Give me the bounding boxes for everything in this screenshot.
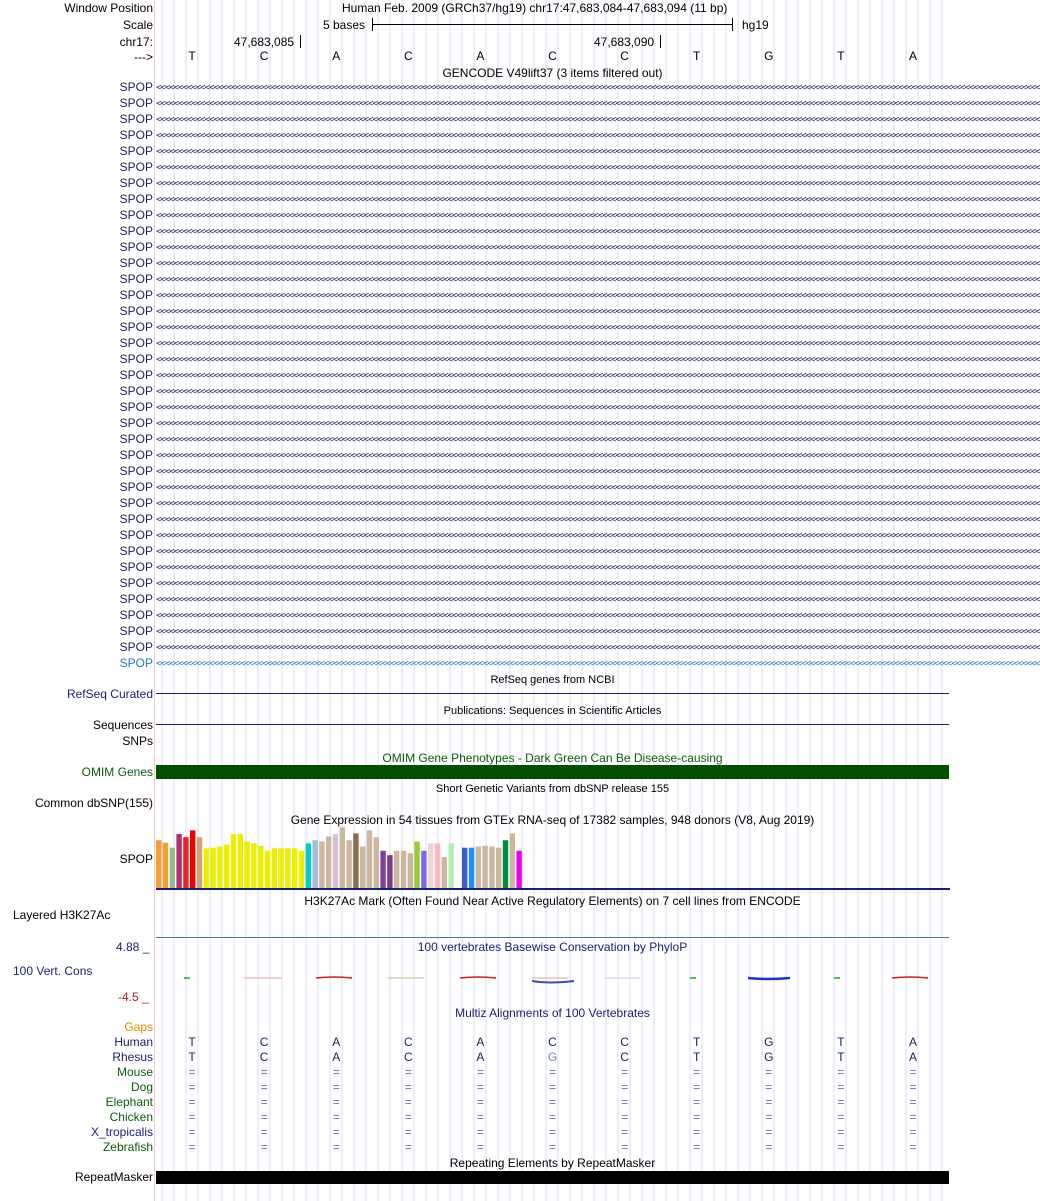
- multiz-base: =: [765, 1125, 773, 1139]
- multiz-base: =: [260, 1110, 268, 1124]
- gtex-tissue-bar[interactable]: [258, 846, 263, 888]
- gencode-transcript-label[interactable]: SPOP: [119, 160, 153, 174]
- multiz-base: =: [837, 1140, 845, 1154]
- ruler-base: C: [259, 49, 269, 63]
- gtex-tissue-bar[interactable]: [455, 851, 460, 888]
- gtex-tissue-bar[interactable]: [482, 846, 487, 888]
- multiz-base: =: [260, 1140, 268, 1154]
- conservation-track-label[interactable]: 100 Vert. Cons: [13, 964, 93, 978]
- repeatmasker-bar[interactable]: [156, 1171, 949, 1184]
- multiz-base: =: [837, 1110, 845, 1124]
- gtex-tissue-bar[interactable]: [421, 851, 426, 888]
- ruler-base: T: [693, 49, 701, 63]
- gencode-transcript-label[interactable]: SPOP: [119, 304, 153, 318]
- gencode-transcript-line[interactable]: <<<<<<<<<<<<<<<<<<<<<<<<<<<<<<<<<<<<<<<<<<<<<<<<<<<<<<<<<<<<<<<<<<<<<<<<<<<<<<<<<<<<<<<<<<<<<<<<<<<<<<<<<<<<<<<<<<<<<<<<<<<<<<<<<<<<<<<<<<<<<<<<<<<<<<<<<<<<<<<<<<<<<<<<<<<<<<<<<<<<<<<<<<<<<<<<<<<<<<<<: [156, 355, 1040, 365]
- gencode-transcript-label[interactable]: SPOP: [119, 528, 153, 542]
- assembly-label: hg19: [742, 18, 769, 32]
- gencode-transcript-label[interactable]: SPOP: [119, 640, 153, 654]
- gtex-bar-chart[interactable]: [154, 826, 950, 892]
- gtex-track-label[interactable]: SPOP: [119, 852, 153, 866]
- multiz-base: =: [548, 1125, 556, 1139]
- gencode-transcript-line[interactable]: <<<<<<<<<<<<<<<<<<<<<<<<<<<<<<<<<<<<<<<<<<<<<<<<<<<<<<<<<<<<<<<<<<<<<<<<<<<<<<<<<<<<<<<<<<<<<<<<<<<<<<<<<<<<<<<<<<<<<<<<<<<<<<<<<<<<<<<<<<<<<<<<<<<<<<<<<<<<<<<<<<<<<<<<<<<<<<<<<<<<<<<<<<<<<<<<<<<<<<<<: [156, 179, 1040, 189]
- h3k27ac-track-title[interactable]: H3K27Ac Mark (Often Found Near Active Regulatory Elements) on 7 cell lines from ENCODE: [304, 894, 801, 908]
- multiz-base: =: [332, 1140, 340, 1154]
- gencode-transcript-line[interactable]: <<<<<<<<<<<<<<<<<<<<<<<<<<<<<<<<<<<<<<<<<<<<<<<<<<<<<<<<<<<<<<<<<<<<<<<<<<<<<<<<<<<<<<<<<<<<<<<<<<<<<<<<<<<<<<<<<<<<<<<<<<<<<<<<<<<<<<<<<<<<<<<<<<<<<<<<<<<<<<<<<<<<<<<<<<<<<<<<<<<<<<<<<<<<<<<<<<<<<<<<: [156, 227, 1040, 237]
- multiz-base: T: [693, 1035, 701, 1049]
- omim-gene-bar[interactable]: [156, 765, 949, 779]
- multiz-base: C: [259, 1035, 269, 1049]
- multiz-base: =: [837, 1065, 845, 1079]
- multiz-base: =: [909, 1140, 917, 1154]
- multiz-base: =: [404, 1080, 412, 1094]
- gencode-transcript-line[interactable]: <<<<<<<<<<<<<<<<<<<<<<<<<<<<<<<<<<<<<<<<<<<<<<<<<<<<<<<<<<<<<<<<<<<<<<<<<<<<<<<<<<<<<<<<<<<<<<<<<<<<<<<<<<<<<<<<<<<<<<<<<<<<<<<<<<<<<<<<<<<<<<<<<<<<<<<<<<<<<<<<<<<<<<<<<<<<<<<<<<<<<<<<<<<<<<<<<<<<<<<<: [156, 163, 1040, 173]
- multiz-base: =: [693, 1110, 701, 1124]
- gencode-transcript-line[interactable]: <<<<<<<<<<<<<<<<<<<<<<<<<<<<<<<<<<<<<<<<<<<<<<<<<<<<<<<<<<<<<<<<<<<<<<<<<<<<<<<<<<<<<<<<<<<<<<<<<<<<<<<<<<<<<<<<<<<<<<<<<<<<<<<<<<<<<<<<<<<<<<<<<<<<<<<<<<<<<<<<<<<<<<<<<<<<<<<<<<<<<<<<<<<<<<<<<<<<<<<<: [156, 515, 1040, 525]
- gencode-transcript-line[interactable]: <<<<<<<<<<<<<<<<<<<<<<<<<<<<<<<<<<<<<<<<<<<<<<<<<<<<<<<<<<<<<<<<<<<<<<<<<<<<<<<<<<<<<<<<<<<<<<<<<<<<<<<<<<<<<<<<<<<<<<<<<<<<<<<<<<<<<<<<<<<<<<<<<<<<<<<<<<<<<<<<<<<<<<<<<<<<<<<<<<<<<<<<<<<<<<<<<<<<<<<<: [156, 419, 1040, 429]
- gencode-transcript-line[interactable]: <<<<<<<<<<<<<<<<<<<<<<<<<<<<<<<<<<<<<<<<<<<<<<<<<<<<<<<<<<<<<<<<<<<<<<<<<<<<<<<<<<<<<<<<<<<<<<<<<<<<<<<<<<<<<<<<<<<<<<<<<<<<<<<<<<<<<<<<<<<<<<<<<<<<<<<<<<<<<<<<<<<<<<<<<<<<<<<<<<<<<<<<<<<<<<<<<<<<<<<<: [156, 595, 1040, 605]
- gencode-transcript-label[interactable]: SPOP: [119, 208, 153, 222]
- multiz-base: =: [548, 1065, 556, 1079]
- multiz-base: =: [188, 1110, 196, 1124]
- gencode-transcript-label[interactable]: SPOP: [119, 256, 153, 270]
- omim-track-label[interactable]: OMIM Genes: [81, 765, 153, 779]
- multiz-base: A: [332, 1035, 341, 1049]
- gtex-tissue-bar[interactable]: [333, 834, 338, 888]
- gencode-transcript-label[interactable]: SPOP: [119, 512, 153, 526]
- gencode-transcript-line[interactable]: <<<<<<<<<<<<<<<<<<<<<<<<<<<<<<<<<<<<<<<<<<<<<<<<<<<<<<<<<<<<<<<<<<<<<<<<<<<<<<<<<<<<<<<<<<<<<<<<<<<<<<<<<<<<<<<<<<<<<<<<<<<<<<<<<<<<<<<<<<<<<<<<<<<<<<<<<<<<<<<<<<<<<<<<<<<<<<<<<<<<<<<<<<<<<<<<<<<<<<<<: [156, 195, 1040, 205]
- multiz-base: =: [837, 1125, 845, 1139]
- scale-value: 5 bases: [323, 18, 366, 32]
- multiz-base: =: [476, 1095, 484, 1109]
- multiz-track-title[interactable]: Multiz Alignments of 100 Vertebrates: [455, 1006, 650, 1020]
- gtex-tissue-bar[interactable]: [156, 840, 161, 888]
- gtex-tissue-bar[interactable]: [414, 842, 419, 889]
- gencode-track-title[interactable]: GENCODE V49lift37 (3 items filtered out): [442, 66, 663, 80]
- gencode-transcript-line[interactable]: <<<<<<<<<<<<<<<<<<<<<<<<<<<<<<<<<<<<<<<<<<<<<<<<<<<<<<<<<<<<<<<<<<<<<<<<<<<<<<<<<<<<<<<<<<<<<<<<<<<<<<<<<<<<<<<<<<<<<<<<<<<<<<<<<<<<<<<<<<<<<<<<<<<<<<<<<<<<<<<<<<<<<<<<<<<<<<<<<<<<<<<<<<<<<<<<<<<<<<<<: [156, 275, 1040, 285]
- multiz-base: =: [693, 1125, 701, 1139]
- multiz-base: =: [693, 1095, 701, 1109]
- multiz-base: =: [621, 1140, 629, 1154]
- multiz-base: G: [764, 1035, 774, 1049]
- multiz-base: =: [548, 1110, 556, 1124]
- gencode-transcript-label[interactable]: SPOP: [119, 288, 153, 302]
- gtex-tissue-bar[interactable]: [387, 855, 392, 888]
- scale-label: Scale: [122, 18, 153, 32]
- multiz-base: =: [332, 1065, 340, 1079]
- gtex-tissue-bar[interactable]: [428, 843, 433, 888]
- ruler-base: T: [837, 49, 845, 63]
- gencode-transcript-label[interactable]: SPOP: [119, 192, 153, 206]
- gtex-tissue-bar[interactable]: [251, 843, 256, 888]
- multiz-base: C: [620, 1035, 629, 1049]
- multiz-base: T: [188, 1035, 196, 1049]
- multiz-base: T: [693, 1050, 701, 1064]
- ruler-base: A: [476, 49, 485, 63]
- multiz-base: T: [837, 1035, 845, 1049]
- multiz-base: =: [621, 1125, 629, 1139]
- ruler-base: C: [403, 49, 413, 63]
- gtex-tissue-bar[interactable]: [190, 830, 195, 888]
- multiz-base: =: [476, 1080, 484, 1094]
- position-label-1: 47,683,085: [234, 35, 295, 49]
- gencode-transcript-line[interactable]: <<<<<<<<<<<<<<<<<<<<<<<<<<<<<<<<<<<<<<<<<<<<<<<<<<<<<<<<<<<<<<<<<<<<<<<<<<<<<<<<<<<<<<<<<<<<<<<<<<<<<<<<<<<<<<<<<<<<<<<<<<<<<<<<<<<<<<<<<<<<<<<<<<<<<<<<<<<<<<<<<<<<<<<<<<<<<<<<<<<<<<<<<<<<<<<<<<<<<<<<: [156, 563, 1040, 573]
- gencode-transcript-line[interactable]: <<<<<<<<<<<<<<<<<<<<<<<<<<<<<<<<<<<<<<<<<<<<<<<<<<<<<<<<<<<<<<<<<<<<<<<<<<<<<<<<<<<<<<<<<<<<<<<<<<<<<<<<<<<<<<<<<<<<<<<<<<<<<<<<<<<<<<<<<<<<<<<<<<<<<<<<<<<<<<<<<<<<<<<<<<<<<<<<<<<<<<<<<<<<<<<<<<<<<<<<: [156, 291, 1040, 301]
- gtex-tissue-bar[interactable]: [353, 833, 358, 888]
- multiz-base: =: [188, 1065, 196, 1079]
- gencode-transcript-label[interactable]: SPOP: [119, 656, 153, 670]
- multiz-base: =: [188, 1140, 196, 1154]
- multiz-base: =: [837, 1095, 845, 1109]
- multiz-base: =: [909, 1110, 917, 1124]
- gtex-tissue-bar[interactable]: [326, 837, 331, 888]
- multiz-base: G: [764, 1050, 774, 1064]
- multiz-species-label[interactable]: X_tropicalis: [90, 1125, 153, 1139]
- multiz-base: =: [260, 1125, 268, 1139]
- multiz-base: =: [332, 1110, 340, 1124]
- gtex-tissue-bar[interactable]: [163, 843, 168, 888]
- multiz-base: =: [909, 1080, 917, 1094]
- multiz-base: A: [476, 1050, 485, 1064]
- multiz-base: =: [476, 1140, 484, 1154]
- gencode-transcript-label[interactable]: SPOP: [119, 416, 153, 430]
- multiz-base: =: [693, 1080, 701, 1094]
- position-label-2: 47,683,090: [594, 35, 655, 49]
- scale-bar-left-tick: [372, 18, 373, 31]
- gencode-transcript-label[interactable]: SPOP: [119, 480, 153, 494]
- multiz-base: =: [332, 1125, 340, 1139]
- multiz-base: =: [404, 1065, 412, 1079]
- multiz-base: =: [332, 1095, 340, 1109]
- gtex-tissue-bar[interactable]: [394, 851, 399, 888]
- gtex-tissue-bar[interactable]: [448, 843, 453, 888]
- dbsnp-track-label[interactable]: Common dbSNP(155): [34, 796, 153, 810]
- gtex-tissue-bar[interactable]: [278, 848, 283, 888]
- multiz-base: =: [765, 1140, 773, 1154]
- gencode-transcript-label[interactable]: SPOP: [119, 592, 153, 606]
- gtex-tissue-bar[interactable]: [306, 843, 311, 888]
- gtex-tissue-bar[interactable]: [292, 848, 297, 888]
- gtex-tissue-bar[interactable]: [238, 834, 243, 888]
- h3k27ac-track-label[interactable]: Layered H3K27Ac: [13, 908, 111, 922]
- h3k27ac-baseline: [156, 937, 949, 938]
- multiz-base: =: [476, 1125, 484, 1139]
- ruler-base: A: [332, 49, 341, 63]
- gtex-tissue-bar[interactable]: [183, 837, 188, 888]
- gtex-tissue-bar[interactable]: [285, 848, 290, 888]
- multiz-base: =: [260, 1065, 268, 1079]
- gencode-transcript-line[interactable]: <<<<<<<<<<<<<<<<<<<<<<<<<<<<<<<<<<<<<<<<<<<<<<<<<<<<<<<<<<<<<<<<<<<<<<<<<<<<<<<<<<<<<<<<<<<<<<<<<<<<<<<<<<<<<<<<<<<<<<<<<<<<<<<<<<<<<<<<<<<<<<<<<<<<<<<<<<<<<<<<<<<<<<<<<<<<<<<<<<<<<<<<<<<<<<<<<<<<<<<<: [156, 531, 1040, 541]
- multiz-base: =: [909, 1095, 917, 1109]
- multiz-base: =: [693, 1140, 701, 1154]
- gencode-transcript-label[interactable]: SPOP: [119, 464, 153, 478]
- gtex-tissue-bar[interactable]: [231, 834, 236, 888]
- gencode-transcript-line[interactable]: <<<<<<<<<<<<<<<<<<<<<<<<<<<<<<<<<<<<<<<<<<<<<<<<<<<<<<<<<<<<<<<<<<<<<<<<<<<<<<<<<<<<<<<<<<<<<<<<<<<<<<<<<<<<<<<<<<<<<<<<<<<<<<<<<<<<<<<<<<<<<<<<<<<<<<<<<<<<<<<<<<<<<<<<<<<<<<<<<<<<<<<<<<<<<<<<<<<<<<<<: [156, 259, 1040, 269]
- multiz-base: =: [548, 1080, 556, 1094]
- ruler-base: T: [188, 49, 196, 63]
- gencode-transcript-line[interactable]: <<<<<<<<<<<<<<<<<<<<<<<<<<<<<<<<<<<<<<<<<<<<<<<<<<<<<<<<<<<<<<<<<<<<<<<<<<<<<<<<<<<<<<<<<<<<<<<<<<<<<<<<<<<<<<<<<<<<<<<<<<<<<<<<<<<<<<<<<<<<<<<<<<<<<<<<<<<<<<<<<<<<<<<<<<<<<<<<<<<<<<<<<<<<<<<<<<<<<<<<: [156, 483, 1040, 493]
- multiz-base: =: [548, 1095, 556, 1109]
- publications-line[interactable]: [156, 724, 949, 725]
- multiz-base: C: [259, 1050, 269, 1064]
- multiz-base: =: [476, 1065, 484, 1079]
- ruler-base: A: [908, 49, 917, 63]
- gencode-transcript-line[interactable]: <<<<<<<<<<<<<<<<<<<<<<<<<<<<<<<<<<<<<<<<<<<<<<<<<<<<<<<<<<<<<<<<<<<<<<<<<<<<<<<<<<<<<<<<<<<<<<<<<<<<<<<<<<<<<<<<<<<<<<<<<<<<<<<<<<<<<<<<<<<<<<<<<<<<<<<<<<<<<<<<<<<<<<<<<<<<<<<<<<<<<<<<<<<<<<<<<<<<<<<<: [156, 243, 1040, 253]
- gencode-transcript-label[interactable]: SPOP: [119, 112, 153, 126]
- gtex-track-title[interactable]: Gene Expression in 54 tissues from GTEx RNA-seq of 17382 samples, 948 donors (V8, Aug 2019): [290, 813, 815, 827]
- ruler-base: G: [764, 49, 774, 63]
- multiz-base: =: [332, 1080, 340, 1094]
- gencode-transcript-label[interactable]: SPOP: [119, 128, 153, 142]
- multiz-base: A: [332, 1050, 341, 1064]
- gtex-tissue-bar[interactable]: [380, 851, 385, 888]
- multiz-gaps-label: Gaps: [124, 1020, 153, 1034]
- gencode-transcript-label[interactable]: SPOP: [119, 624, 153, 638]
- multiz-base: C: [620, 1050, 629, 1064]
- multiz-base: =: [404, 1125, 412, 1139]
- gtex-tissue-bar[interactable]: [312, 840, 317, 888]
- multiz-base: =: [909, 1125, 917, 1139]
- gtex-tissue-bar[interactable]: [224, 845, 229, 888]
- multiz-base: A: [908, 1035, 917, 1049]
- gencode-transcript-line[interactable]: <<<<<<<<<<<<<<<<<<<<<<<<<<<<<<<<<<<<<<<<<<<<<<<<<<<<<<<<<<<<<<<<<<<<<<<<<<<<<<<<<<<<<<<<<<<<<<<<<<<<<<<<<<<<<<<<<<<<<<<<<<<<<<<<<<<<<<<<<<<<<<<<<<<<<<<<<<<<<<<<<<<<<<<<<<<<<<<<<<<<<<<<<<<<<<<<<<<<<<<<: [156, 499, 1040, 509]
- gtex-tissue-bar[interactable]: [272, 848, 277, 888]
- multiz-base: =: [621, 1080, 629, 1094]
- multiz-base: =: [476, 1110, 484, 1124]
- gencode-transcript-line[interactable]: <<<<<<<<<<<<<<<<<<<<<<<<<<<<<<<<<<<<<<<<<<<<<<<<<<<<<<<<<<<<<<<<<<<<<<<<<<<<<<<<<<<<<<<<<<<<<<<<<<<<<<<<<<<<<<<<<<<<<<<<<<<<<<<<<<<<<<<<<<<<<<<<<<<<<<<<<<<<<<<<<<<<<<<<<<<<<<<<<<<<<<<<<<<<<<<<<<<<<<<<: [156, 403, 1040, 413]
- refseq-track-title[interactable]: RefSeq genes from NCBI: [490, 674, 615, 686]
- gencode-transcript-line[interactable]: <<<<<<<<<<<<<<<<<<<<<<<<<<<<<<<<<<<<<<<<<<<<<<<<<<<<<<<<<<<<<<<<<<<<<<<<<<<<<<<<<<<<<<<<<<<<<<<<<<<<<<<<<<<<<<<<<<<<<<<<<<<<<<<<<<<<<<<<<<<<<<<<<<<<<<<<<<<<<<<<<<<<<<<<<<<<<<<<<<<<<<<<<<<<<<<<<<<<<<<<: [156, 627, 1040, 637]
- snps-label: SNPs: [122, 734, 153, 748]
- gtex-tissue-bar[interactable]: [197, 837, 202, 888]
- gtex-tissue-bar[interactable]: [374, 837, 379, 888]
- gencode-transcript-label[interactable]: SPOP: [119, 576, 153, 590]
- multiz-species-label[interactable]: Mouse: [116, 1065, 153, 1079]
- gencode-transcript-line[interactable]: <<<<<<<<<<<<<<<<<<<<<<<<<<<<<<<<<<<<<<<<<<<<<<<<<<<<<<<<<<<<<<<<<<<<<<<<<<<<<<<<<<<<<<<<<<<<<<<<<<<<<<<<<<<<<<<<<<<<<<<<<<<<<<<<<<<<<<<<<<<<<<<<<<<<<<<<<<<<<<<<<<<<<<<<<<<<<<<<<<<<<<<<<<<<<<<<<<<<<<<<: [156, 371, 1040, 381]
- multiz-base: =: [909, 1065, 917, 1079]
- gtex-tissue-bar[interactable]: [462, 848, 467, 888]
- gtex-tissue-bar[interactable]: [346, 840, 351, 888]
- gencode-transcript-line[interactable]: <<<<<<<<<<<<<<<<<<<<<<<<<<<<<<<<<<<<<<<<<<<<<<<<<<<<<<<<<<<<<<<<<<<<<<<<<<<<<<<<<<<<<<<<<<<<<<<<<<<<<<<<<<<<<<<<<<<<<<<<<<<<<<<<<<<<<<<<<<<<<<<<<<<<<<<<<<<<<<<<<<<<<<<<<<<<<<<<<<<<<<<<<<<<<<<<<<<<<<<<: [156, 659, 1040, 669]
- multiz-species-label[interactable]: Chicken: [109, 1110, 153, 1124]
- gencode-transcript-label[interactable]: SPOP: [119, 352, 153, 366]
- gtex-tissue-bar[interactable]: [170, 848, 175, 888]
- gtex-tissue-bar[interactable]: [265, 851, 270, 888]
- gencode-transcript-line[interactable]: <<<<<<<<<<<<<<<<<<<<<<<<<<<<<<<<<<<<<<<<<<<<<<<<<<<<<<<<<<<<<<<<<<<<<<<<<<<<<<<<<<<<<<<<<<<<<<<<<<<<<<<<<<<<<<<<<<<<<<<<<<<<<<<<<<<<<<<<<<<<<<<<<<<<<<<<<<<<<<<<<<<<<<<<<<<<<<<<<<<<<<<<<<<<<<<<<<<<<<<<: [156, 467, 1040, 477]
- multiz-base: =: [621, 1110, 629, 1124]
- gtex-tissue-bar[interactable]: [476, 846, 481, 888]
- gencode-transcript-line[interactable]: <<<<<<<<<<<<<<<<<<<<<<<<<<<<<<<<<<<<<<<<<<<<<<<<<<<<<<<<<<<<<<<<<<<<<<<<<<<<<<<<<<<<<<<<<<<<<<<<<<<<<<<<<<<<<<<<<<<<<<<<<<<<<<<<<<<<<<<<<<<<<<<<<<<<<<<<<<<<<<<<<<<<<<<<<<<<<<<<<<<<<<<<<<<<<<<<<<<<<<<<: [156, 451, 1040, 461]
- multiz-species-label[interactable]: Dog: [130, 1080, 153, 1094]
- gencode-transcript-line[interactable]: <<<<<<<<<<<<<<<<<<<<<<<<<<<<<<<<<<<<<<<<<<<<<<<<<<<<<<<<<<<<<<<<<<<<<<<<<<<<<<<<<<<<<<<<<<<<<<<<<<<<<<<<<<<<<<<<<<<<<<<<<<<<<<<<<<<<<<<<<<<<<<<<<<<<<<<<<<<<<<<<<<<<<<<<<<<<<<<<<<<<<<<<<<<<<<<<<<<<<<<<: [156, 611, 1040, 621]
- gencode-transcript-line[interactable]: <<<<<<<<<<<<<<<<<<<<<<<<<<<<<<<<<<<<<<<<<<<<<<<<<<<<<<<<<<<<<<<<<<<<<<<<<<<<<<<<<<<<<<<<<<<<<<<<<<<<<<<<<<<<<<<<<<<<<<<<<<<<<<<<<<<<<<<<<<<<<<<<<<<<<<<<<<<<<<<<<<<<<<<<<<<<<<<<<<<<<<<<<<<<<<<<<<<<<<<<: [156, 323, 1040, 333]
- omim-track-title[interactable]: OMIM Gene Phenotypes - Dark Green Can Be Disease-causing: [382, 751, 723, 765]
- publications-track-label[interactable]: Sequences: [92, 718, 153, 732]
- gencode-transcript-line[interactable]: <<<<<<<<<<<<<<<<<<<<<<<<<<<<<<<<<<<<<<<<<<<<<<<<<<<<<<<<<<<<<<<<<<<<<<<<<<<<<<<<<<<<<<<<<<<<<<<<<<<<<<<<<<<<<<<<<<<<<<<<<<<<<<<<<<<<<<<<<<<<<<<<<<<<<<<<<<<<<<<<<<<<<<<<<<<<<<<<<<<<<<<<<<<<<<<<<<<<<<<<: [156, 387, 1040, 397]
- multiz-base: C: [548, 1035, 557, 1049]
- multiz-base: A: [476, 1035, 485, 1049]
- multiz-base: T: [188, 1050, 196, 1064]
- conservation-min-label: -4.5 _: [118, 990, 149, 1004]
- gencode-transcript-label[interactable]: SPOP: [119, 368, 153, 382]
- label-separator: [154, 0, 155, 1201]
- gencode-transcript-line[interactable]: <<<<<<<<<<<<<<<<<<<<<<<<<<<<<<<<<<<<<<<<<<<<<<<<<<<<<<<<<<<<<<<<<<<<<<<<<<<<<<<<<<<<<<<<<<<<<<<<<<<<<<<<<<<<<<<<<<<<<<<<<<<<<<<<<<<<<<<<<<<<<<<<<<<<<<<<<<<<<<<<<<<<<<<<<<<<<<<<<<<<<<<<<<<<<<<<<<<<<<<<: [156, 211, 1040, 221]
- window-position-label: Window Position: [64, 1, 153, 15]
- gtex-tissue-bar[interactable]: [210, 848, 215, 888]
- multiz-base: C: [403, 1050, 413, 1064]
- gencode-transcript-label[interactable]: SPOP: [119, 448, 153, 462]
- conservation-plot[interactable]: [154, 968, 950, 988]
- gencode-transcript-label[interactable]: SPOP: [119, 320, 153, 334]
- gtex-tissue-bar[interactable]: [442, 857, 447, 888]
- gtex-tissue-bar[interactable]: [516, 851, 521, 888]
- gencode-transcript-label[interactable]: SPOP: [119, 80, 153, 94]
- gtex-tissue-bar[interactable]: [496, 848, 501, 888]
- multiz-base: =: [188, 1080, 196, 1094]
- gencode-transcript-label[interactable]: SPOP: [119, 560, 153, 574]
- chrom-label: chr17:: [119, 35, 153, 49]
- multiz-base: =: [188, 1125, 196, 1139]
- scale-bar: [372, 24, 733, 25]
- dbsnp-track-title[interactable]: Short Genetic Variants from dbSNP release 155: [435, 783, 670, 795]
- position-tick-1: [300, 35, 301, 48]
- multiz-base: =: [188, 1095, 196, 1109]
- multiz-base: =: [404, 1110, 412, 1124]
- gtex-tissue-bar[interactable]: [299, 851, 304, 888]
- gencode-transcript-label[interactable]: SPOP: [119, 96, 153, 110]
- refseq-track-label[interactable]: RefSeq Curated: [66, 687, 153, 701]
- gencode-transcript-line[interactable]: <<<<<<<<<<<<<<<<<<<<<<<<<<<<<<<<<<<<<<<<<<<<<<<<<<<<<<<<<<<<<<<<<<<<<<<<<<<<<<<<<<<<<<<<<<<<<<<<<<<<<<<<<<<<<<<<<<<<<<<<<<<<<<<<<<<<<<<<<<<<<<<<<<<<<<<<<<<<<<<<<<<<<<<<<<<<<<<<<<<<<<<<<<<<<<<<<<<<<<<<: [156, 435, 1040, 445]
- multiz-base: =: [765, 1095, 773, 1109]
- gencode-transcript-label[interactable]: SPOP: [119, 240, 153, 254]
- gencode-transcript-line[interactable]: <<<<<<<<<<<<<<<<<<<<<<<<<<<<<<<<<<<<<<<<<<<<<<<<<<<<<<<<<<<<<<<<<<<<<<<<<<<<<<<<<<<<<<<<<<<<<<<<<<<<<<<<<<<<<<<<<<<<<<<<<<<<<<<<<<<<<<<<<<<<<<<<<<<<<<<<<<<<<<<<<<<<<<<<<<<<<<<<<<<<<<<<<<<<<<<<<<<<<<<<: [156, 83, 1040, 93]
- multiz-species-label[interactable]: Rhesus: [112, 1050, 153, 1064]
- multiz-base: =: [621, 1065, 629, 1079]
- gencode-transcript-label[interactable]: SPOP: [119, 272, 153, 286]
- gtex-tissue-bar[interactable]: [367, 830, 372, 888]
- multiz-base: =: [837, 1080, 845, 1094]
- strand-label: --->: [134, 50, 153, 64]
- gencode-transcript-label[interactable]: SPOP: [119, 544, 153, 558]
- repeatmasker-track-label[interactable]: RepeatMasker: [74, 1170, 153, 1184]
- publications-track-title[interactable]: Publications: Sequences in Scientific Articles: [443, 705, 662, 717]
- gencode-transcript-line[interactable]: <<<<<<<<<<<<<<<<<<<<<<<<<<<<<<<<<<<<<<<<<<<<<<<<<<<<<<<<<<<<<<<<<<<<<<<<<<<<<<<<<<<<<<<<<<<<<<<<<<<<<<<<<<<<<<<<<<<<<<<<<<<<<<<<<<<<<<<<<<<<<<<<<<<<<<<<<<<<<<<<<<<<<<<<<<<<<<<<<<<<<<<<<<<<<<<<<<<<<<<<: [156, 579, 1040, 589]
- gencode-transcript-label[interactable]: SPOP: [119, 608, 153, 622]
- multiz-base: A: [908, 1050, 917, 1064]
- gtex-tissue-bar[interactable]: [401, 851, 406, 888]
- gencode-transcript-label[interactable]: SPOP: [119, 384, 153, 398]
- gencode-transcript-label[interactable]: SPOP: [119, 432, 153, 446]
- gtex-tissue-bar[interactable]: [244, 842, 249, 889]
- gtex-tissue-bar[interactable]: [360, 846, 365, 888]
- scale-bar-right-tick: [732, 18, 733, 31]
- ruler-base: C: [620, 49, 629, 63]
- gencode-transcript-line[interactable]: <<<<<<<<<<<<<<<<<<<<<<<<<<<<<<<<<<<<<<<<<<<<<<<<<<<<<<<<<<<<<<<<<<<<<<<<<<<<<<<<<<<<<<<<<<<<<<<<<<<<<<<<<<<<<<<<<<<<<<<<<<<<<<<<<<<<<<<<<<<<<<<<<<<<<<<<<<<<<<<<<<<<<<<<<<<<<<<<<<<<<<<<<<<<<<<<<<<<<<<<: [156, 147, 1040, 157]
- ruler-base: C: [548, 49, 557, 63]
- multiz-base: G: [547, 1050, 558, 1064]
- gtex-tissue-bar[interactable]: [469, 848, 474, 888]
- gencode-transcript-line[interactable]: <<<<<<<<<<<<<<<<<<<<<<<<<<<<<<<<<<<<<<<<<<<<<<<<<<<<<<<<<<<<<<<<<<<<<<<<<<<<<<<<<<<<<<<<<<<<<<<<<<<<<<<<<<<<<<<<<<<<<<<<<<<<<<<<<<<<<<<<<<<<<<<<<<<<<<<<<<<<<<<<<<<<<<<<<<<<<<<<<<<<<<<<<<<<<<<<<<<<<<<<: [156, 99, 1040, 109]
- multiz-base: =: [404, 1140, 412, 1154]
- refseq-gene-line[interactable]: [156, 693, 949, 694]
- gtex-tissue-bar[interactable]: [217, 846, 222, 888]
- gencode-transcript-label[interactable]: SPOP: [119, 176, 153, 190]
- conservation-max-label: 4.88 _: [116, 940, 150, 954]
- gtex-tissue-bar[interactable]: [408, 853, 413, 888]
- multiz-base: =: [693, 1065, 701, 1079]
- multiz-base: C: [403, 1035, 413, 1049]
- gencode-transcript-line[interactable]: <<<<<<<<<<<<<<<<<<<<<<<<<<<<<<<<<<<<<<<<<<<<<<<<<<<<<<<<<<<<<<<<<<<<<<<<<<<<<<<<<<<<<<<<<<<<<<<<<<<<<<<<<<<<<<<<<<<<<<<<<<<<<<<<<<<<<<<<<<<<<<<<<<<<<<<<<<<<<<<<<<<<<<<<<<<<<<<<<<<<<<<<<<<<<<<<<<<<<<<<: [156, 339, 1040, 349]
- gtex-tissue-bar[interactable]: [319, 842, 324, 889]
- multiz-base: =: [765, 1110, 773, 1124]
- gtex-tissue-bar[interactable]: [176, 834, 181, 888]
- multiz-base: =: [765, 1065, 773, 1079]
- gencode-transcript-label[interactable]: SPOP: [119, 336, 153, 350]
- gtex-tissue-bar[interactable]: [204, 848, 209, 888]
- multiz-base: =: [260, 1080, 268, 1094]
- gencode-transcript-label[interactable]: SPOP: [119, 496, 153, 510]
- gencode-transcript-line[interactable]: <<<<<<<<<<<<<<<<<<<<<<<<<<<<<<<<<<<<<<<<<<<<<<<<<<<<<<<<<<<<<<<<<<<<<<<<<<<<<<<<<<<<<<<<<<<<<<<<<<<<<<<<<<<<<<<<<<<<<<<<<<<<<<<<<<<<<<<<<<<<<<<<<<<<<<<<<<<<<<<<<<<<<<<<<<<<<<<<<<<<<<<<<<<<<<<<<<<<<<<<: [156, 131, 1040, 141]
- multiz-base: =: [404, 1095, 412, 1109]
- gtex-tissue-bar[interactable]: [503, 840, 508, 888]
- gencode-transcript-line[interactable]: <<<<<<<<<<<<<<<<<<<<<<<<<<<<<<<<<<<<<<<<<<<<<<<<<<<<<<<<<<<<<<<<<<<<<<<<<<<<<<<<<<<<<<<<<<<<<<<<<<<<<<<<<<<<<<<<<<<<<<<<<<<<<<<<<<<<<<<<<<<<<<<<<<<<<<<<<<<<<<<<<<<<<<<<<<<<<<<<<<<<<<<<<<<<<<<<<<<<<<<<: [156, 307, 1040, 317]
- gencode-transcript-line[interactable]: <<<<<<<<<<<<<<<<<<<<<<<<<<<<<<<<<<<<<<<<<<<<<<<<<<<<<<<<<<<<<<<<<<<<<<<<<<<<<<<<<<<<<<<<<<<<<<<<<<<<<<<<<<<<<<<<<<<<<<<<<<<<<<<<<<<<<<<<<<<<<<<<<<<<<<<<<<<<<<<<<<<<<<<<<<<<<<<<<<<<<<<<<<<<<<<<<<<<<<<<: [156, 115, 1040, 125]
- multiz-species-label[interactable]: Zebrafish: [102, 1140, 153, 1154]
- gtex-tissue-bar[interactable]: [340, 827, 345, 888]
- multiz-base: =: [765, 1080, 773, 1094]
- gencode-transcript-label[interactable]: SPOP: [119, 400, 153, 414]
- window-position-value: Human Feb. 2009 (GRCh37/hg19) chr17:47,683,084-47,683,094 (11 bp): [342, 1, 728, 15]
- conservation-track-title[interactable]: 100 vertebrates Basewise Conservation by PhyloP: [417, 940, 688, 954]
- multiz-species-label[interactable]: Elephant: [105, 1095, 153, 1109]
- multiz-base: =: [548, 1140, 556, 1154]
- multiz-base: =: [621, 1095, 629, 1109]
- multiz-base: =: [260, 1095, 268, 1109]
- gencode-transcript-label[interactable]: SPOP: [119, 224, 153, 238]
- gencode-transcript-line[interactable]: <<<<<<<<<<<<<<<<<<<<<<<<<<<<<<<<<<<<<<<<<<<<<<<<<<<<<<<<<<<<<<<<<<<<<<<<<<<<<<<<<<<<<<<<<<<<<<<<<<<<<<<<<<<<<<<<<<<<<<<<<<<<<<<<<<<<<<<<<<<<<<<<<<<<<<<<<<<<<<<<<<<<<<<<<<<<<<<<<<<<<<<<<<<<<<<<<<<<<<<<: [156, 643, 1040, 653]
- gtex-tissue-bar[interactable]: [510, 833, 515, 888]
- gencode-transcript-line[interactable]: <<<<<<<<<<<<<<<<<<<<<<<<<<<<<<<<<<<<<<<<<<<<<<<<<<<<<<<<<<<<<<<<<<<<<<<<<<<<<<<<<<<<<<<<<<<<<<<<<<<<<<<<<<<<<<<<<<<<<<<<<<<<<<<<<<<<<<<<<<<<<<<<<<<<<<<<<<<<<<<<<<<<<<<<<<<<<<<<<<<<<<<<<<<<<<<<<<<<<<<<: [156, 547, 1040, 557]
- gtex-tissue-bar[interactable]: [435, 843, 440, 888]
- gtex-tissue-bar[interactable]: [489, 846, 494, 888]
- repeatmasker-track-title[interactable]: Repeating Elements by RepeatMasker: [449, 1156, 656, 1170]
- multiz-species-label[interactable]: Human: [114, 1035, 153, 1049]
- multiz-base: T: [837, 1050, 845, 1064]
- gencode-transcript-label[interactable]: SPOP: [119, 144, 153, 158]
- position-tick-2: [660, 35, 661, 48]
